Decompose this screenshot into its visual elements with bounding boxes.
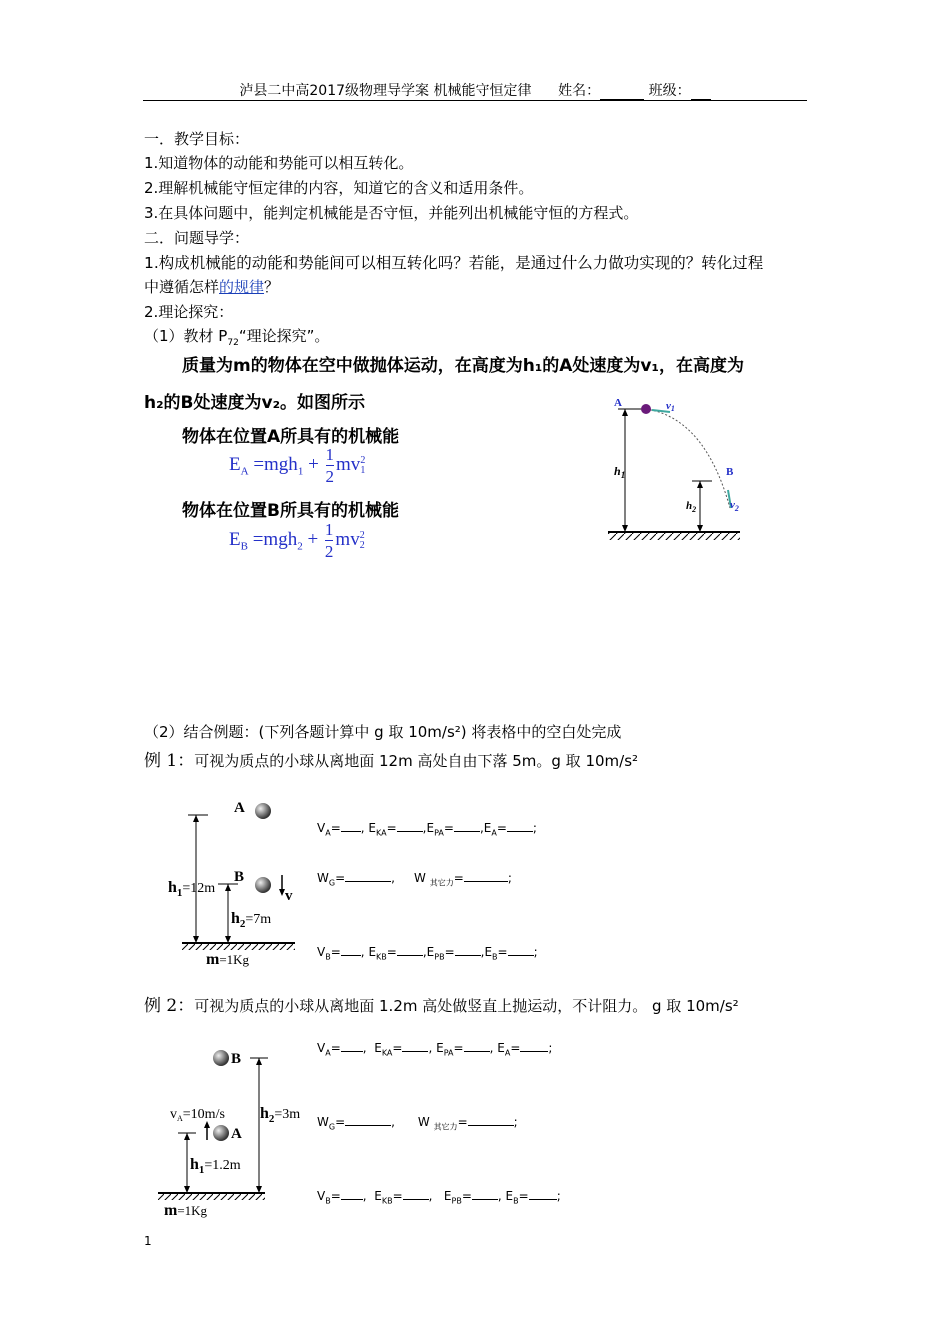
- example-1-line: [144, 746, 638, 771]
- example-2-text: 可视为质点的小球从离地面 1.2m 高处做竖直上抛运动，不计阻力。 g 取 10m/s²: [194, 997, 739, 1015]
- example-2-figure: [150, 1040, 315, 1225]
- question-2-sub1: [144, 325, 329, 348]
- ex2-fill-B: $V_B=$ , $E_{KB}=$ , $E_{PB}=$ , $E_B=$ ;: [317, 1189, 561, 1206]
- example-2-line: [144, 991, 739, 1016]
- ex1-fill-A: $V_A=$ , $E_{KA}= ,E_{PA}= ,E_A=$ ;: [317, 821, 537, 838]
- ex1-label-A: A: [234, 800, 245, 816]
- ex2-fill-A: $V_A=$ , $E_{KA}=$ , $E_{PA}=$ , $E_A=$ ;: [317, 1041, 553, 1058]
- example-1-text: 可视为质点的小球从离地面 12m 高处自由下落 5m。g 取 10m/s²: [194, 752, 639, 770]
- example-1-label: 例 1：: [144, 751, 195, 771]
- name-blank[interactable]: [600, 85, 644, 100]
- ex1-fill-B: $V_B=$ , $E_{KB}= ,E_{PB}= ,E_B=$ ;: [317, 945, 538, 962]
- ball-A: [213, 1125, 229, 1141]
- class-label: 班级：: [648, 83, 691, 99]
- label-h2: $h_2$: [686, 500, 697, 514]
- ex2-Wother-blank[interactable]: [468, 1113, 514, 1126]
- goal-item-1: 1.知道物体的动能和势能可以相互转化。: [144, 154, 414, 172]
- page-header: [0, 80, 950, 100]
- ex2-WG-blank[interactable]: [345, 1113, 391, 1126]
- guide-heading: 二．问题导学：: [144, 229, 250, 247]
- ex1-fill-W: $W_G=$ , W $_{其它力}$= ;: [317, 871, 512, 888]
- ex2-VA-blank[interactable]: [341, 1039, 363, 1052]
- ex1-EPA-blank[interactable]: [454, 819, 480, 832]
- label-B: B: [726, 466, 734, 478]
- ball-A: [641, 404, 651, 414]
- class-blank[interactable]: [691, 85, 711, 100]
- theory-para-line1: 质量为m的物体在空中做抛体运动，在高度为h₁的A处速度为v₁，在高度为: [182, 356, 744, 376]
- question-2: 2.理论探究：: [144, 303, 234, 321]
- name-label: 姓名：: [558, 83, 601, 99]
- ex2-EPB-blank[interactable]: [472, 1187, 498, 1200]
- goal-item-3: 3.在具体问题中，能判定机械能是否守恒，并能列出机械能守恒的方程式。: [144, 204, 639, 222]
- ex2-EB-blank[interactable]: [529, 1187, 557, 1200]
- ex2-EA-blank[interactable]: [520, 1039, 548, 1052]
- example-2-label: 例 2：: [144, 996, 195, 1016]
- header-title: 泸县二中高2017级物理导学案 机械能守恒定律: [239, 83, 532, 99]
- ex2-VB-blank[interactable]: [341, 1187, 363, 1200]
- ex1-EKA-blank[interactable]: [397, 819, 423, 832]
- ball-A: [255, 803, 271, 819]
- label-v1: v1: [666, 400, 675, 413]
- q1-pre: 中遵循怎样: [144, 278, 220, 296]
- ex1-VB-blank[interactable]: [341, 943, 361, 956]
- q2-sub1-pre: （1）教材 P: [144, 327, 228, 345]
- formula-B: $E_B =mgh_2$ + $\frac{1}{2}$ mv 2 2: [229, 520, 365, 561]
- formula-A: $E_A =mgh_1$ + $\frac{1}{2}$ mv 2 1: [229, 445, 366, 486]
- projectile-figure: [600, 390, 745, 545]
- page-number: 1: [144, 1234, 152, 1248]
- ex1-Wother-blank[interactable]: [464, 869, 508, 882]
- header-rule: [143, 100, 807, 101]
- ex1-VA-blank[interactable]: [341, 819, 361, 832]
- label-A: A: [614, 397, 622, 409]
- fraction-half-A: $\frac{1}{2}$: [325, 445, 335, 486]
- mech-energy-B-label: 物体在位置B所具有的机械能: [182, 501, 399, 521]
- label-h1: $h_1$: [614, 464, 626, 480]
- ex1-EKB-blank[interactable]: [397, 943, 423, 956]
- ex1-label-v: v: [285, 888, 293, 904]
- question-1-line2: [144, 276, 279, 297]
- ex1-EPB-blank[interactable]: [455, 943, 481, 956]
- ex2-label-A: A: [231, 1126, 242, 1142]
- question-1-line1: 1.构成机械能的动能和势能间可以相互转化吗？若能，是通过什么力做功实现的？转化过程: [144, 254, 764, 272]
- ex2-EPA-blank[interactable]: [464, 1039, 490, 1052]
- rule-link[interactable]: 的规律: [219, 278, 265, 296]
- ex1-EB-blank[interactable]: [508, 943, 534, 956]
- trajectory: [646, 409, 730, 508]
- goals-heading: 一．教学目标：: [144, 130, 250, 148]
- ex2-label-h1: $h_1=1.2m$: [190, 1156, 241, 1176]
- ex2-label-m: m=1Kg: [164, 1202, 208, 1219]
- ex2-label-B: B: [231, 1051, 242, 1067]
- ex1-label-h1: $h_1=12m$: [168, 879, 216, 899]
- theory-para-line2: h₂的B处速度为v₂。如图所示: [144, 393, 366, 413]
- ex2-fill-W: $W_G=$ , W $_{其它力}$= ;: [317, 1115, 518, 1132]
- ball-B: [213, 1050, 229, 1066]
- example-1-figure: [160, 790, 310, 975]
- q2-sub1-post: “理论探究”。: [238, 327, 330, 345]
- ex1-WG-blank[interactable]: [345, 869, 391, 882]
- fraction-half-B: $\frac{1}{2}$: [324, 520, 334, 561]
- ex1-label-h2: $h_2=7m$: [231, 910, 272, 930]
- ex2-label-h2: $h_2=3m$: [260, 1105, 301, 1125]
- ex1-label-m: m=1Kg: [206, 951, 250, 968]
- ex1-label-B: B: [234, 869, 245, 885]
- mech-energy-A-label: 物体在位置A所具有的机械能: [182, 427, 400, 447]
- goal-item-2: 2.理解机械能守恒定律的内容，知道它的含义和适用条件。: [144, 179, 534, 197]
- label-v2: $v_2$: [730, 499, 739, 513]
- q1-post: ？: [264, 278, 280, 296]
- ex2-EKA-blank[interactable]: [402, 1039, 428, 1052]
- ex2-EKB-blank[interactable]: [403, 1187, 429, 1200]
- ball-B: [255, 877, 271, 893]
- ex2-label-vA: $v_A=10m/s$: [170, 1107, 225, 1123]
- ex1-EA-blank[interactable]: [507, 819, 533, 832]
- sub2-instruction: （2）结合例题：(下列各题计算中 g 取 10m/s²) 将表格中的空白处完成: [144, 723, 622, 741]
- q2-sub1-sub: 72: [227, 338, 239, 348]
